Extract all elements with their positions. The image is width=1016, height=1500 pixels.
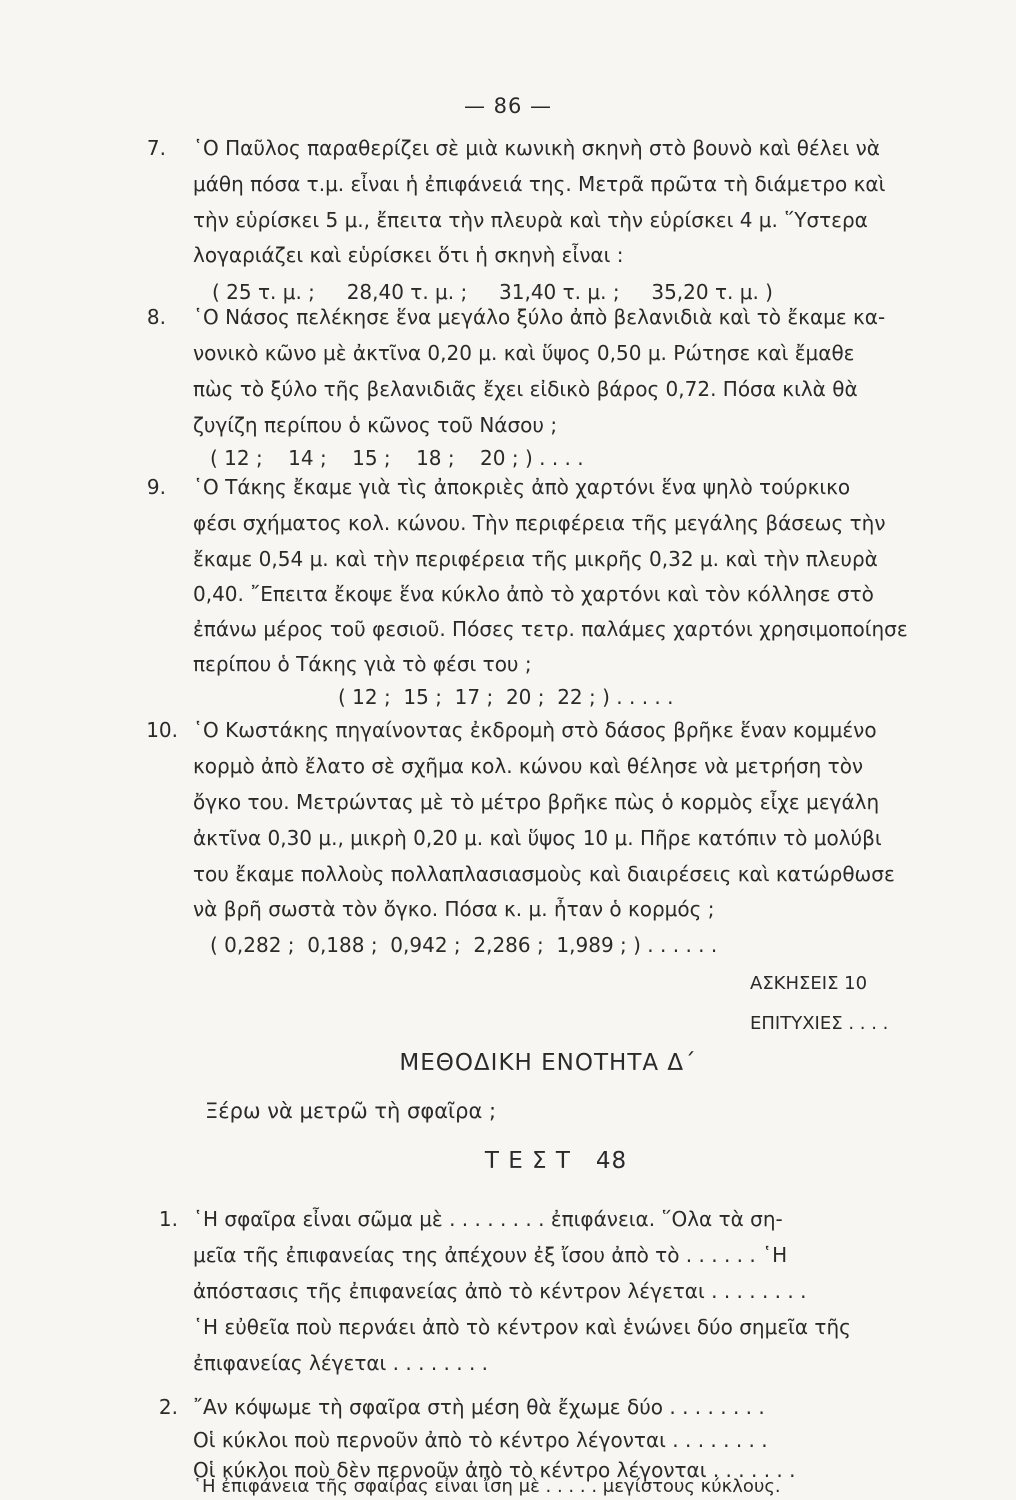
problem-line: περίπου ὁ Τάκης γιὰ τὸ φέσι του ; (193, 652, 532, 676)
item-number: 1. (158, 1207, 178, 1231)
problem-line: ἀκτῖνα 0,30 μ., μικρὴ 0,20 μ. καὶ ὕψος 10 μ. Πῆρε κατόπιν τὸ μολύβι (193, 826, 882, 850)
item-line: ἐπιφανείας λέγεται . . . . . . . . (193, 1351, 489, 1375)
item-line: Οἱ κύκλοι ποὺ δὲν περνοῦν ἀπὸ τὸ κέντρο λέγονται . . . . . . . (193, 1458, 796, 1482)
answer-options: ( 12 ; 15 ; 17 ; 20 ; 22 ; ) . . . . . (338, 685, 674, 709)
problem-line: κορμὸ ἀπὸ ἔλατο σὲ σχῆμα κολ. κώνου καὶ θέλησε νὰ μετρήση τὸν (193, 754, 864, 778)
test-title: Τ Ε Σ Τ 48 (484, 1148, 628, 1174)
problem-line: ῾Ο Νάσος πελέκησε ἕνα μεγάλο ξύλο ἀπὸ βελανιδιὰ καὶ τὸ ἔκαμε κα- (193, 305, 886, 329)
problem-line: ῾Ο Τάκης ἔκαμε γιὰ τὶς ἀποκριὲς ἀπὸ χαρτόνι ἕνα ψηλὸ τούρκικο (193, 475, 851, 499)
problem-line: φέσι σχήματος κολ. κώνου. Τὴν περιφέρεια τῆς μεγάλης βάσεως τὴν (193, 511, 886, 535)
problem-line: ἐπάνω μέρος τοῦ φεσιοῦ. Πόσες τετρ. παλάμες χαρτόνι χρησιμοποίησε (193, 617, 908, 641)
problem-number: 9. (146, 475, 166, 499)
answer-options: ( 12 ; 14 ; 15 ; 18 ; 20 ; ) . . . . (210, 446, 584, 470)
problem-line: ῾Ο Κωστάκης πηγαίνοντας ἐκδρομὴ στὸ δάσος βρῆκε ἕναν κομμένο (193, 718, 877, 742)
item-line: ῎Αν κόψωμε τὴ σφαῖρα στὴ μέση θὰ ἔχωμε δύο . . . . . . . . (193, 1395, 765, 1419)
item-line: ῾Η εὐθεῖα ποὺ περνάει ἀπὸ τὸ κέντρον καὶ ἑνώνει δύο σημεῖα τῆς (193, 1315, 851, 1339)
problem-line: ῾Ο Παῦλος παραθερίζει σὲ μιὰ κωνικὴ σκηνὴ στὸ βουνὸ καὶ θέλει νὰ (193, 136, 880, 160)
problem-line: του ἔκαμε πολλοὺς πολλαπλασιασμοὺς καὶ διαιρέσεις καὶ κατώρθωσε (193, 862, 895, 886)
section-question: Ξέρω νὰ μετρῶ τὴ σφαῖρα ; (205, 1099, 497, 1123)
problem-number: 10. (146, 718, 178, 742)
problem-line: πὼς τὸ ξύλο τῆς βελανιδιᾶς ἔχει εἰδικὸ βάρος 0,72. Πόσα κιλὰ θὰ (193, 377, 858, 401)
item-line: ῾Η σφαῖρα εἶναι σῶμα μὲ . . . . . . . . ἐπιφάνεια. ῞Ολα τὰ ση- (193, 1207, 783, 1231)
item-number: 2. (158, 1395, 178, 1419)
problem-line: νονικὸ κῶνο μὲ ἀκτῖνα 0,20 μ. καὶ ὕψος 0,50 μ. Ρώτησε καὶ ἔμαθε (193, 341, 855, 365)
item-line: Οἱ κύκλοι ποὺ περνοῦν ἀπὸ τὸ κέντρο λέγονται . . . . . . . . (193, 1428, 768, 1452)
problem-line: τὴν εὑρίσκει 5 μ., ἔπειτα τὴν πλευρὰ καὶ τὴν εὑρίσκει 4 μ. ῞Υστερα (193, 208, 868, 232)
problem-line: ἔκαμε 0,54 μ. καὶ τὴν περιφέρεια τῆς μικρῆς 0,32 μ. καὶ τὴν πλευρὰ (193, 547, 878, 571)
problem-line: μάθη πόσα τ.μ. εἶναι ἡ ἐπιφάνειά της. Μετρᾶ πρῶτα τὴ διάμετρο καὶ (193, 172, 886, 196)
problem-line: ζυγίζη περίπου ὁ κῶνος τοῦ Νάσου ; (193, 413, 558, 437)
problem-line: 0,40. ῎Επειτα ἔκοψε ἕνα κύκλο ἀπὸ τὸ χαρτόνι καὶ τὸν κόλλησε στὸ (193, 582, 874, 606)
problem-line: λογαριάζει καὶ εὑρίσκει ὅτι ἡ σκηνὴ εἶναι : (193, 243, 624, 267)
problem-number: 8. (146, 305, 166, 329)
exercises-count: ΑΣΚΗΣΕΙΣ 10 (750, 973, 868, 994)
answer-options: ( 25 τ. μ. ; 28,40 τ. μ. ; 31,40 τ. μ. ; 35,20 τ. μ. ) (212, 280, 773, 304)
item-line: μεῖα τῆς ἐπιφανείας της ἀπέχουν ἐξ ἴσου ἀπὸ τὸ . . . . . . ῾Η (193, 1243, 788, 1267)
answer-options: ( 0,282 ; 0,188 ; 0,942 ; 2,286 ; 1,989 ; ) . . . . . . (210, 933, 718, 957)
problem-number: 7. (146, 136, 166, 160)
item-line: ῾Η ἐπιφάνεια τῆς σφαίρας εἶναι ἴση μὲ . . . . . μεγίστους κύκλους. (193, 1476, 781, 1497)
problem-line: νὰ βρῆ σωστὰ τὸν ὄγκο. Πόσα κ. μ. ἦταν ὁ κορμός ; (193, 897, 715, 921)
unit-title: ΜΕΘΟΔΙΚΗ ΕΝΟΤΗΤΑ Δ΄ (399, 1050, 697, 1076)
item-line: ἀπόστασις τῆς ἐπιφανείας ἀπὸ τὸ κέντρον λέγεται . . . . . . . . (193, 1279, 807, 1303)
problem-line: ὄγκο του. Μετρώντας μὲ τὸ μέτρο βρῆκε πὼς ὁ κορμὸς εἶχε μεγάλη (193, 790, 880, 814)
page-number: — 86 — (463, 94, 553, 118)
successes-count: ΕΠΙΤΥΧΙΕΣ . . . . (750, 1013, 889, 1034)
